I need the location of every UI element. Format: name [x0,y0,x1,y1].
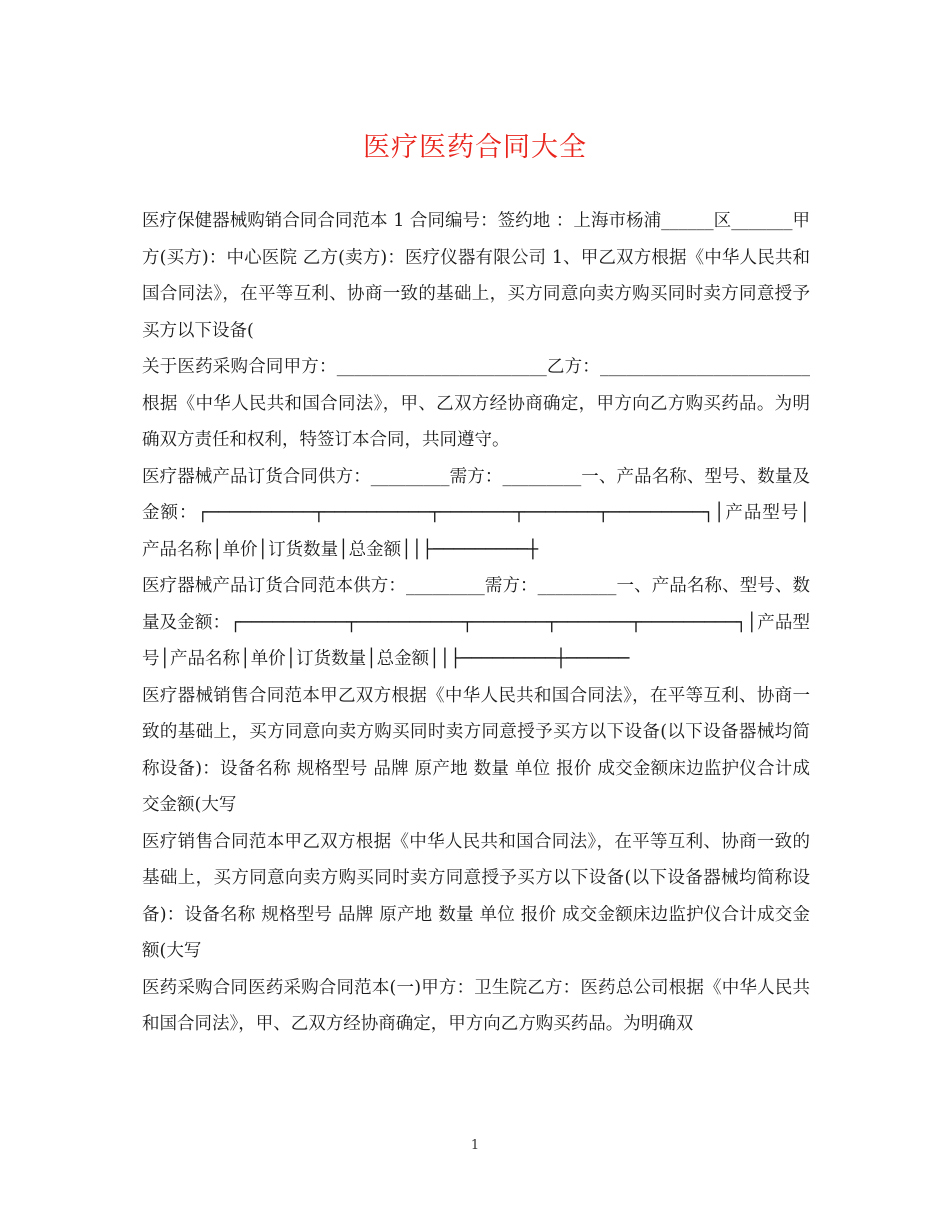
document-body [142,203,810,1043]
paragraph-5: 医疗器械销售合同范本甲乙双方根据《中华人民共和国合同法》，在平等互利、协商一致的基础上，买方同意向卖方购买同时卖方同意授予买方以下设备(以下设备器械均简称设备)：设备名称 规格型号 品牌 原产地 数量 单位 报价 成交金额床边监护仪合计成交金额(大写 [142,685,810,815]
paragraph-3: 医疗器械产品订货合同供方：_________需方：_________一、产品名称、型号、数量及金额：┌──────────┬──────────┬───────┬───────┬─────────┐│产品型号│产品名称│单价│订货数量│总金额││├─────────┼ [142,466,810,560]
paragraph-4: 医疗器械产品订货合同范本供方：_________需方：_________一、产品名称、型号、数量及金额：┌──────────┬──────────┬───────┬───────┬─────────┐│产品型号│产品名称│单价│订货数量│总金额││├─────────┼────── [142,576,810,669]
paragraph-1: 医疗保健器械购销合同合同范本 1 合同编号：签约地 ：上海市杨浦______区_______甲方(买方)：中心医院 乙方(卖方)：医疗仪器有限公司 1、甲乙双方根据《中华人民共和国合同法》，在平等互利、协商一致的基础上，买方同意向卖方购买同时卖方同意授予买方以下设备( [142,211,810,341]
page-number: 1 [470,1138,480,1153]
paragraph-6: 医疗销售合同范本甲乙双方根据《中华人民共和国合同法》，在平等互利、协商一致的基础上，买方同意向卖方购买同时卖方同意授予买方以下设备(以下设备器械均简称设备)：设备名称 规格型号 品牌 原产地 数量 单位 报价 成交金额床边监护仪合计成交金额(大写 [142,831,810,961]
paragraph-2: 关于医药采购合同甲方：________________________乙方：________________________根据《中华人民共和国合同法》，甲、乙双方经协商确定，甲方向乙方购买药品。为明确双方责任和权利，特签订本合同，共同遵守。 [142,357,810,450]
document-title: 医疗医药合同大全 [363,132,587,163]
paragraph-7: 医药采购合同医药采购合同范本(一)甲方：卫生院乙方：医药总公司根据《中华人民共和国合同法》，甲、乙双方经协商确定，甲方向乙方购买药品。为明确双 [142,977,810,1034]
